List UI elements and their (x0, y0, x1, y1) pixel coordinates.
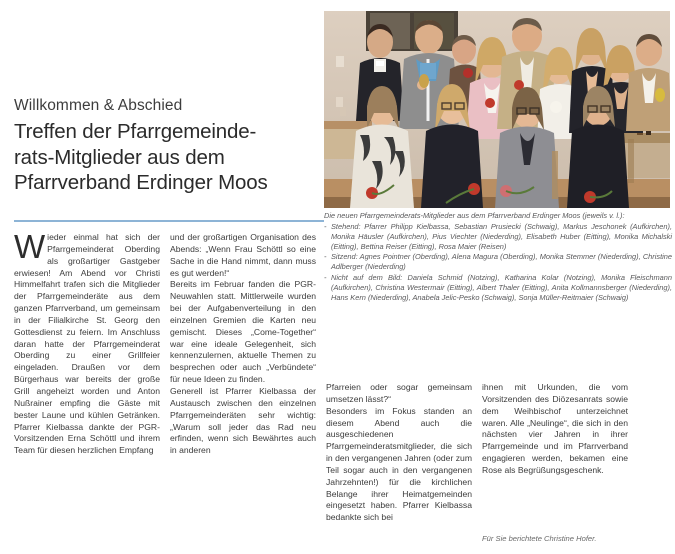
caption-item-text: Daniela Schmid (Notzing), Katharina Kolar (Notzing), Monika Fleischmann (Aufkirchen), Christina Westermair (Eitting), Albert Thaler (Eitting), Anita Kollmannsberger (Niederding), Hans Kern (Niederding), Anabela Jelic-Pesko (Schwaig), Sonja Müller-Reitmaier (Schwaig) (331, 272, 672, 302)
caption-bullet: - (324, 252, 327, 262)
caption-bullet: - (324, 222, 327, 232)
headline-line-2: rats-Mitglieder aus dem (14, 145, 225, 169)
body-column-4 (482, 382, 628, 477)
headline-line-3: Pfarrverband Erdinger Moos (14, 171, 268, 194)
caption-bullet: - (324, 272, 327, 282)
body-text: ieder einmal hat sich der Pfarrgemeinderat Oberding als großartiger Gastgeber erwiesen! Am Abend vor Christi Himmelfahrt trafen sich die Mitglieder der Pfarrgemeinderäte aus dem ganzen Pfarrverband, um gemeinsam in der Filialkirche St. Georg den Gottesdienst zu feiern. Im Anschluss daran hatte der Pfarrgemeinderat Oberding zu einer Grillfeier eingeladen. Draußen vor dem Bürgerhaus war bereits der große Grill angeheizt worden und Anton Nußrainer empfing die Gäste mit bester Laune und kühlen Getränken. Pfarrer Kielbassa dankte der PGR-Vorsitzenden Erna Schöttl und ihrem Team für diesen herzlichen Empfang (14, 232, 160, 456)
group-photo-graphic (324, 11, 670, 208)
caption-item-label: Sitzend: (331, 252, 358, 262)
body-column-3 (326, 382, 472, 524)
article-kicker: Willkommen & Abschied (14, 97, 183, 114)
body-paragraph: Bereits im Februar fanden die PGR-Neuwahlen statt. Mittlerweile wurden bei der Aufgabenverteilung in den einzelnen Gremien die Karten neu gemischt. Dieses „Come-Together“ war eine ideale Gelegenheit, sich kennenzulernen, aktuelle Themen zu besprechen oder auch „Verbündete“ für neue Ideen zu finden. (170, 279, 316, 385)
body-paragraph: und der großartigen Organisation des Abends: „Wenn Frau Schöttl so eine Sache in die Hand nimmt, dann muss es gut werden!“ (170, 232, 316, 278)
drop-cap: W (14, 228, 46, 265)
headline-divider (14, 220, 324, 222)
caption-intro: Die neuen Pfarrgemeinderats-Mitglieder aus dem Pfarrverband Erdinger Moos (jeweils v. l.): (324, 211, 625, 220)
caption-item-text: Pfarrer Philipp Kielbassa, Sebastian Prusiecki (Schwaig), Markus Jeschonek (Aufkirchen), Monika Häusler (Aufkirchen), Pius Viechter (Niederding), Elisabeth Huber (Eitting), Monika Michalski (Eitting), Bettina Reiser (Eitting), Rosa Maier (Reisen) (331, 222, 672, 252)
group-photo (324, 11, 670, 208)
caption-item (324, 222, 672, 252)
page-title (14, 119, 324, 196)
article-byline: Für Sie berichtete Christine Hofer. (482, 534, 597, 543)
caption-item-label: Nicht auf dem Bild: (331, 272, 403, 282)
caption-item-text: Agnes Pointner (Oberding), Alena Magura (Oberding), Monika Stemmer (Niederding), Christine Adlberger (Niederding) (331, 252, 672, 272)
body-paragraph (14, 228, 160, 457)
caption-item-label: Stehend: (331, 222, 361, 232)
body-paragraph: ihnen mit Urkunden, die vom Vorsitzenden des Diözesanrats sowie dem Weihbischof unterzeichnet waren. Alle „Neulinge“, die sich in den nächsten vier Jahren in ihrer Pfarrgemeinde und im Pfarrverband engagieren werden, bekamen eine Rose als Begrüßungsgeschenk. (482, 382, 628, 475)
body-paragraph: Pfarreien oder sogar gemeinsam umsetzen lässt?“ (326, 382, 472, 404)
article-header (14, 96, 324, 196)
caption-item (324, 252, 672, 272)
body-column-1 (14, 228, 160, 457)
caption-item (324, 273, 672, 303)
body-paragraph: Generell ist Pfarrer Kielbassa der Austausch zwischen den einzelnen Pfarrgemeinderäten sehr wichtig: „Warum soll jeder das Rad neu erfinden, wenn sich Bewährtes auch in anderen (170, 385, 316, 456)
photo-caption (324, 211, 672, 303)
body-paragraph: Besonders im Fokus standen an diesem Abend auch die ausgeschiedenen Pfarrgemeinderatsmitglieder, die sich in den vergangenen Jahren (oder zum Teil sogar auch in den vergangenen Jahrzehnten!) für die kirchlichen Belange ihrer Heimatgemeinden eingesetzt haben. Pfarrer Kielbassa bedankte sich bei (326, 405, 472, 523)
body-column-2 (170, 232, 316, 457)
headline-line-1: Treffen der Pfarrgemeinde- (14, 120, 257, 143)
